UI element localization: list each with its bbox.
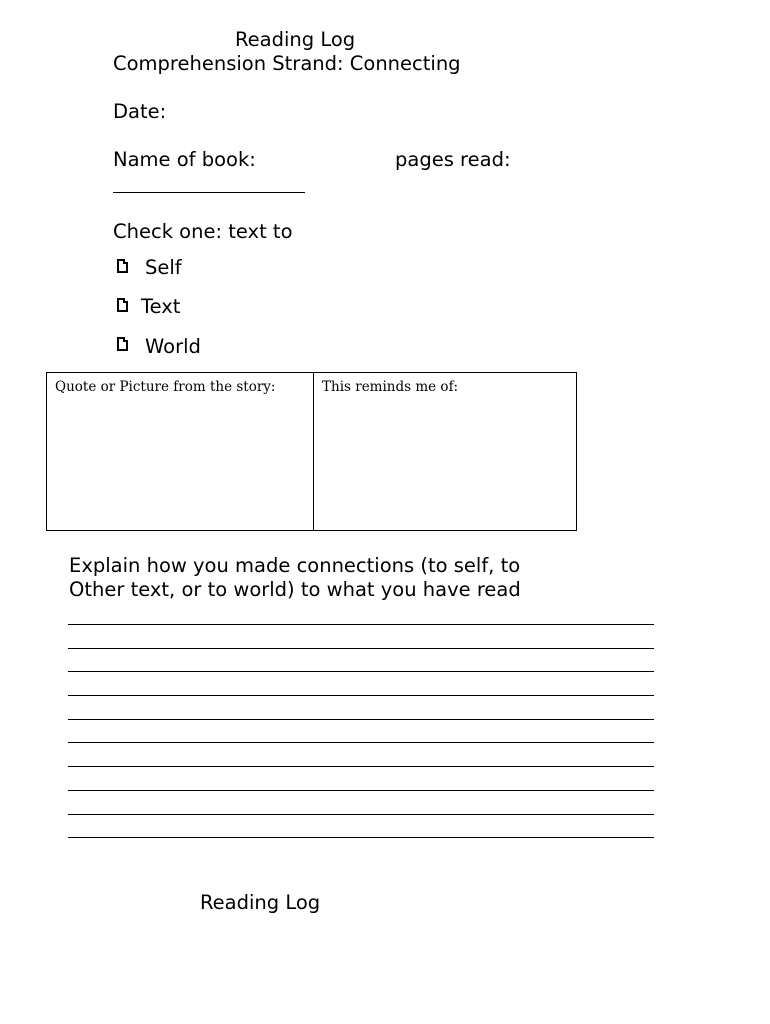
explain-prompt-line-1: Explain how you made connections (to self, to (69, 554, 521, 577)
answer-line[interactable] (68, 766, 654, 767)
quote-or-picture-cell[interactable] (47, 373, 314, 530)
quote-or-picture-header: Quote or Picture from the story: (55, 379, 276, 395)
strand-subtitle: Comprehension Strand: Connecting (113, 52, 461, 75)
answer-line[interactable] (68, 837, 654, 838)
explain-prompt-line-2: Other text, or to world) to what you have read (69, 578, 521, 601)
text-checkbox-icon[interactable] (117, 298, 128, 312)
answer-lines[interactable] (68, 624, 654, 861)
page-title: Reading Log (235, 28, 356, 51)
option-text-label: Text (141, 295, 181, 318)
world-checkbox-icon[interactable] (117, 337, 128, 351)
answer-line[interactable] (68, 719, 654, 720)
answer-line[interactable] (68, 742, 654, 743)
answer-line[interactable] (68, 814, 654, 815)
answer-line[interactable] (68, 624, 654, 625)
reminds-me-of-header: This reminds me of: (322, 379, 459, 395)
check-one-prompt: Check one: text to (113, 220, 293, 243)
book-name-label: Name of book: (113, 148, 256, 171)
option-self-label: Self (145, 256, 182, 279)
answer-line[interactable] (68, 648, 654, 649)
answer-line[interactable] (68, 790, 654, 791)
book-name-blank-line[interactable] (113, 192, 305, 193)
pages-read-label: pages read: (395, 148, 511, 171)
connection-table (46, 372, 577, 531)
answer-line[interactable] (68, 695, 654, 696)
date-label: Date: (113, 100, 167, 123)
footer-title: Reading Log (200, 891, 321, 914)
option-world-label: World (145, 335, 201, 358)
answer-line[interactable] (68, 671, 654, 672)
self-checkbox-icon[interactable] (117, 259, 128, 273)
reminds-me-of-cell[interactable] (314, 373, 576, 530)
